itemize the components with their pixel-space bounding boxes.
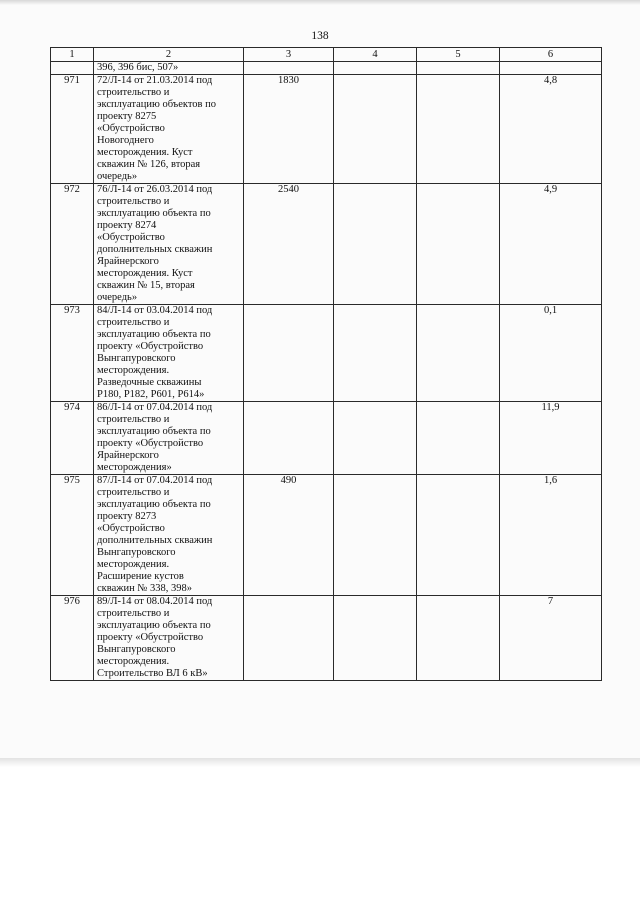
description-line: дополнительных скважин [97, 244, 213, 255]
row-number: 975 [51, 475, 94, 596]
description-line: 89/Л-14 от 08.04.2014 под [97, 596, 213, 607]
description-line: месторождения. [97, 656, 170, 667]
description-line: Новогоднего [97, 135, 154, 146]
description-line: Разведочные скважины [97, 377, 202, 388]
description-line: строительство и [97, 317, 170, 328]
description-line: месторождения. Куст [97, 268, 193, 279]
description-line: строительство и [97, 487, 170, 498]
description-line: эксплуатацию объекта по [97, 208, 211, 219]
row-number: 971 [51, 75, 94, 184]
row-number: 976 [51, 596, 94, 681]
header-row [51, 48, 602, 62]
description-line: Вынгапуровского [97, 353, 176, 364]
description-line: строительство и [97, 414, 170, 425]
description-line: месторождения. Куст [97, 147, 193, 158]
row-col6-value: 0,1 [500, 305, 602, 402]
description-line: скважин № 15, вторая [97, 280, 195, 291]
column-header-2: 2 [94, 48, 244, 62]
column-header-3: 3 [244, 48, 334, 62]
column-header-5: 5 [417, 48, 500, 62]
table-row [51, 475, 602, 596]
row-number: 974 [51, 402, 94, 475]
scan-bottom-edge [0, 758, 640, 767]
row-col3-value [244, 596, 334, 681]
row-col5-value [417, 305, 500, 402]
row-col6-value: 7 [500, 596, 602, 681]
row-description [94, 184, 244, 305]
description-line: месторождения» [97, 462, 172, 473]
row-col6-value: 4,9 [500, 184, 602, 305]
description-line: строительство и [97, 87, 170, 98]
description-line: эксплуатацию объекта по [97, 620, 211, 631]
column-header-6: 6 [500, 48, 602, 62]
description-line: проекту «Обустройство [97, 632, 204, 643]
row-col5-value [417, 184, 500, 305]
description-line: 76/Л-14 от 26.03.2014 под [97, 184, 213, 195]
continuation-description: 396, 396 бис, 507» [94, 62, 244, 75]
table-row [51, 305, 602, 402]
continuation-row [51, 62, 602, 75]
description-line: Ярайнерского [97, 450, 159, 461]
row-col3-value [244, 402, 334, 475]
description-line: эксплуатацию объекта по [97, 329, 211, 340]
description-line: Вынгапуровского [97, 644, 176, 655]
row-number: 973 [51, 305, 94, 402]
description-line: месторождения. [97, 559, 170, 570]
continuation-col6 [500, 62, 602, 75]
description-line: проекту «Обустройство [97, 341, 204, 352]
table-row [51, 596, 602, 681]
description-line: 84/Л-14 от 03.04.2014 под [97, 305, 213, 316]
page-number: 138 [311, 30, 329, 42]
row-col3-value [244, 305, 334, 402]
row-description [94, 402, 244, 475]
row-col6-value: 11,9 [500, 402, 602, 475]
description-line: проекту 8273 [97, 511, 157, 522]
column-header-1: 1 [51, 48, 94, 62]
description-line: Р180, Р182, Р601, Р614» [97, 389, 205, 400]
description-line: очередь» [97, 171, 138, 182]
continuation-num [51, 62, 94, 75]
description-line: проекту 8274 [97, 220, 157, 231]
description-line: проекту 8275 [97, 111, 157, 122]
description-line: эксплуатацию объектов по [97, 99, 216, 110]
row-col5-value [417, 402, 500, 475]
row-col4-value [334, 305, 417, 402]
description-line: проекту «Обустройство [97, 438, 204, 449]
row-col4-value [334, 475, 417, 596]
row-col5-value [417, 596, 500, 681]
continuation-col5 [417, 62, 500, 75]
description-line: скважин № 126, вторая [97, 159, 201, 170]
description-line: эксплуатацию объекта по [97, 426, 211, 437]
description-line: Расширение кустов [97, 571, 184, 582]
description-line: «Обустройство [97, 523, 165, 534]
description-line: строительство и [97, 196, 170, 207]
description-line: Вынгапуровского [97, 547, 176, 558]
description-line: очередь» [97, 292, 138, 303]
row-description [94, 305, 244, 402]
continuation-col3 [244, 62, 334, 75]
description-line: месторождения. [97, 365, 170, 376]
row-col6-value: 4,8 [500, 75, 602, 184]
row-col4-value [334, 596, 417, 681]
description-line: 72/Л-14 от 21.03.2014 под [97, 75, 213, 86]
description-line: дополнительных скважин [97, 535, 213, 546]
description-line: «Обустройство [97, 232, 165, 243]
description-line: «Обустройство [97, 123, 165, 134]
description-line: 86/Л-14 от 07.04.2014 под [97, 402, 213, 413]
row-col3-value: 490 [244, 475, 334, 596]
row-col5-value [417, 75, 500, 184]
description-line: скважин № 338, 398» [97, 583, 193, 594]
description-line: эксплуатацию объекта по [97, 499, 211, 510]
row-col4-value [334, 402, 417, 475]
description-line: 87/Л-14 от 07.04.2014 под [97, 475, 213, 486]
column-header-4: 4 [334, 48, 417, 62]
register-table [50, 47, 602, 681]
row-number: 972 [51, 184, 94, 305]
row-col3-value: 2540 [244, 184, 334, 305]
continuation-col4 [334, 62, 417, 75]
row-description [94, 75, 244, 184]
table-row [51, 75, 602, 184]
row-col4-value [334, 75, 417, 184]
row-col3-value: 1830 [244, 75, 334, 184]
table-row [51, 402, 602, 475]
row-col5-value [417, 475, 500, 596]
row-col6-value: 1,6 [500, 475, 602, 596]
description-line: Строительство ВЛ 6 кВ» [97, 668, 208, 679]
description-line: Ярайнерского [97, 256, 159, 267]
row-description [94, 596, 244, 681]
row-description [94, 475, 244, 596]
row-col4-value [334, 184, 417, 305]
scan-top-edge [0, 0, 640, 5]
table-row [51, 184, 602, 305]
description-line: строительство и [97, 608, 170, 619]
